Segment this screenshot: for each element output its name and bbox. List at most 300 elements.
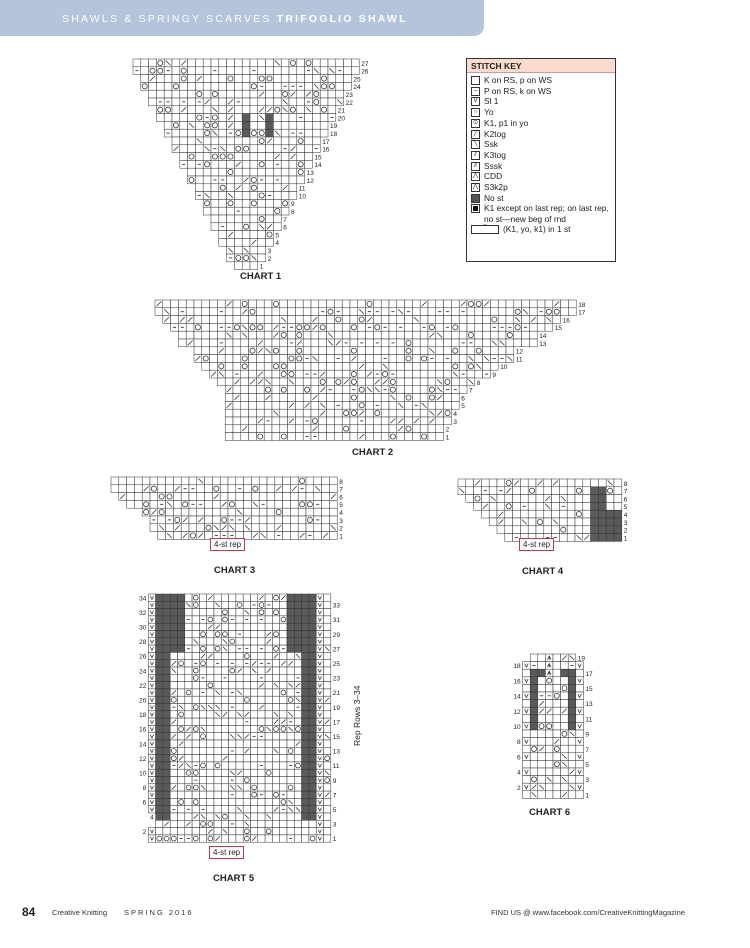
grid-cell bbox=[294, 601, 301, 608]
grid-cell bbox=[258, 835, 265, 842]
grid-cell bbox=[178, 820, 185, 827]
grid-cell bbox=[133, 59, 141, 67]
grid-cell bbox=[243, 791, 250, 798]
grid-cell bbox=[287, 704, 294, 711]
grid-cell bbox=[297, 145, 305, 153]
grid-cell bbox=[266, 160, 274, 168]
grid-cell bbox=[156, 75, 164, 83]
grid-cell bbox=[281, 137, 289, 145]
grid-cell bbox=[314, 524, 322, 532]
grid-cell bbox=[444, 401, 452, 409]
grid-cell bbox=[523, 692, 531, 700]
grid-cell bbox=[195, 184, 203, 192]
row-number: 3 bbox=[332, 821, 337, 829]
grid-cell bbox=[309, 777, 316, 784]
grid-cell bbox=[280, 394, 288, 402]
grid-cell bbox=[266, 59, 274, 67]
grid-cell bbox=[327, 300, 335, 308]
grid-cell bbox=[294, 623, 301, 630]
grid-cell bbox=[234, 82, 242, 90]
grid-cell bbox=[212, 500, 220, 508]
grid-cell bbox=[185, 711, 192, 718]
grid-cell bbox=[280, 347, 288, 355]
grid-cell bbox=[211, 75, 219, 83]
grid-cell bbox=[324, 820, 331, 827]
grid-cell bbox=[142, 477, 150, 485]
grid-cell bbox=[506, 308, 514, 316]
grid-cell bbox=[207, 813, 214, 820]
footer-find-us: FIND US @ www.facebook.com/CreativeKnittingMagazine bbox=[491, 908, 685, 917]
grid-cell bbox=[264, 362, 272, 370]
chart-6-label: CHART 6 bbox=[529, 807, 571, 818]
grid-cell bbox=[163, 623, 170, 630]
grid-cell bbox=[148, 718, 155, 725]
grid-cell bbox=[309, 784, 316, 791]
grid-cell bbox=[163, 638, 170, 645]
grid-cell bbox=[251, 718, 258, 725]
grid-cell bbox=[302, 696, 309, 703]
grid-cell bbox=[185, 623, 192, 630]
grid-cell bbox=[280, 623, 287, 630]
grid-cell bbox=[490, 308, 498, 316]
grid-cell bbox=[249, 370, 257, 378]
row-number: 27 bbox=[361, 60, 369, 68]
grid-cell bbox=[249, 417, 257, 425]
grid-cell bbox=[280, 401, 288, 409]
grid-cell bbox=[319, 417, 327, 425]
grid-cell bbox=[250, 145, 258, 153]
grid-cell bbox=[166, 477, 174, 485]
grid-cell bbox=[561, 662, 569, 670]
grid-cell bbox=[258, 718, 265, 725]
row-number: 4 bbox=[453, 411, 458, 418]
grid-cell bbox=[309, 747, 316, 754]
grid-cell bbox=[214, 638, 221, 645]
row-number: 15 bbox=[585, 686, 593, 693]
grid-cell bbox=[251, 725, 258, 732]
grid-cell bbox=[205, 493, 213, 501]
grid-cell bbox=[552, 502, 560, 510]
grid-cell bbox=[192, 652, 199, 659]
grid-cell bbox=[324, 631, 331, 638]
grid-cell bbox=[221, 747, 228, 754]
grid-cell bbox=[281, 207, 289, 215]
grid-cell bbox=[192, 616, 199, 623]
grid-cell bbox=[537, 316, 545, 324]
grid-cell bbox=[275, 477, 283, 485]
grid-cell bbox=[221, 601, 228, 608]
grid-cell bbox=[598, 534, 606, 542]
row-number: 8 bbox=[623, 480, 628, 488]
stitch-key-item bbox=[471, 86, 612, 96]
stitch-symbol-icon bbox=[471, 194, 480, 203]
grid-cell bbox=[249, 394, 257, 402]
grid-cell bbox=[258, 828, 265, 835]
grid-cell bbox=[287, 645, 294, 652]
grid-cell bbox=[170, 769, 177, 776]
row-number: 5 bbox=[339, 502, 343, 510]
grid-cell bbox=[303, 316, 311, 324]
grid-cell bbox=[295, 417, 303, 425]
grid-cell bbox=[220, 477, 228, 485]
grid-cell bbox=[195, 59, 203, 67]
grid-cell bbox=[294, 667, 301, 674]
chart-6 bbox=[503, 654, 599, 798]
grid-cell bbox=[214, 667, 221, 674]
grid-cell bbox=[576, 783, 584, 791]
grid-cell bbox=[302, 835, 309, 842]
grid-cell bbox=[163, 791, 170, 798]
grid-cell bbox=[523, 662, 531, 670]
grid-cell bbox=[178, 616, 185, 623]
grid-cell bbox=[236, 652, 243, 659]
row-number: 17 bbox=[332, 719, 341, 727]
grid-cell bbox=[234, 59, 242, 67]
row-number: 17 bbox=[585, 670, 593, 678]
grid-cell bbox=[474, 487, 482, 495]
grid-cell bbox=[506, 339, 514, 347]
grid-cell bbox=[467, 370, 475, 378]
row-number: 7 bbox=[469, 387, 473, 395]
grid-cell bbox=[181, 508, 189, 516]
grid-cell bbox=[302, 711, 309, 718]
grid-cell bbox=[553, 700, 561, 708]
grid-cell bbox=[170, 828, 177, 835]
grid-cell bbox=[280, 339, 288, 347]
grid-cell bbox=[316, 769, 323, 776]
grid-cell bbox=[302, 747, 309, 754]
grid-cell bbox=[302, 660, 309, 667]
grid-cell bbox=[436, 323, 444, 331]
grid-cell bbox=[172, 98, 180, 106]
grid-cell bbox=[251, 813, 258, 820]
grid-cell bbox=[538, 730, 546, 738]
grid-cell bbox=[219, 137, 227, 145]
grid-cell bbox=[234, 192, 242, 200]
grid-cell bbox=[561, 692, 569, 700]
grid-cell bbox=[214, 725, 221, 732]
grid-cell bbox=[311, 347, 319, 355]
grid-cell bbox=[295, 378, 303, 386]
grid-cell bbox=[336, 75, 344, 83]
grid-cell bbox=[229, 623, 236, 630]
grid-cell bbox=[207, 798, 214, 805]
grid-cell bbox=[309, 725, 316, 732]
row-number: 18 bbox=[139, 712, 147, 720]
chart-1-label: CHART 1 bbox=[240, 271, 282, 282]
grid-cell bbox=[523, 707, 531, 715]
grid-cell bbox=[202, 323, 210, 331]
grid-cell bbox=[251, 747, 258, 754]
grid-cell bbox=[185, 718, 192, 725]
grid-cell bbox=[350, 300, 358, 308]
grid-cell bbox=[251, 711, 258, 718]
grid-cell bbox=[444, 370, 452, 378]
grid-cell bbox=[236, 623, 243, 630]
grid-cell bbox=[234, 246, 242, 254]
grid-cell bbox=[309, 689, 316, 696]
grid-cell bbox=[221, 725, 228, 732]
grid-cell bbox=[420, 347, 428, 355]
grid-cell bbox=[490, 362, 498, 370]
grid-cell bbox=[229, 682, 236, 689]
grid-cell bbox=[164, 90, 172, 98]
grid-cell bbox=[275, 500, 283, 508]
grid-cell bbox=[249, 362, 257, 370]
grid-cell bbox=[199, 711, 206, 718]
grid-cell bbox=[214, 674, 221, 681]
grid-cell bbox=[298, 524, 306, 532]
grid-cell bbox=[219, 67, 227, 75]
grid-cell bbox=[280, 820, 287, 827]
grid-cell bbox=[219, 231, 227, 239]
grid-cell bbox=[266, 199, 274, 207]
grid-cell bbox=[513, 495, 521, 503]
grid-cell bbox=[466, 495, 474, 503]
grid-cell bbox=[195, 153, 203, 161]
row-number: 23 bbox=[345, 92, 353, 99]
row-number: 1 bbox=[339, 533, 343, 541]
grid-cell bbox=[264, 370, 272, 378]
stitch-key-item bbox=[471, 224, 612, 234]
grid-cell bbox=[236, 674, 243, 681]
grid-cell bbox=[389, 347, 397, 355]
grid-cell bbox=[181, 493, 189, 501]
grid-cell bbox=[289, 168, 297, 176]
grid-cell bbox=[614, 518, 622, 526]
grid-cell bbox=[225, 362, 233, 370]
grid-cell bbox=[158, 485, 166, 493]
stitch-key-item bbox=[471, 107, 612, 117]
grid-cell bbox=[250, 192, 258, 200]
stitch-key-item bbox=[471, 139, 612, 149]
grid-cell bbox=[283, 516, 291, 524]
grid-cell bbox=[236, 828, 243, 835]
grid-cell bbox=[242, 129, 250, 137]
grid-cell bbox=[575, 526, 583, 534]
grid-cell bbox=[249, 425, 257, 433]
grid-cell bbox=[294, 835, 301, 842]
grid-cell bbox=[358, 355, 366, 363]
grid-cell bbox=[280, 813, 287, 820]
grid-cell bbox=[272, 401, 280, 409]
grid-cell bbox=[514, 331, 522, 339]
grid-cell bbox=[189, 516, 197, 524]
grid-cell bbox=[185, 798, 192, 805]
grid-cell bbox=[251, 652, 258, 659]
grid-cell bbox=[545, 300, 553, 308]
grid-cell bbox=[219, 192, 227, 200]
grid-cell bbox=[241, 339, 249, 347]
grid-cell bbox=[538, 715, 546, 723]
grid-cell bbox=[221, 660, 228, 667]
grid-cell bbox=[264, 425, 272, 433]
grid-cell bbox=[530, 692, 538, 700]
grid-cell bbox=[334, 362, 342, 370]
grid-cell bbox=[199, 835, 206, 842]
grid-cell bbox=[250, 90, 258, 98]
grid-cell bbox=[316, 835, 323, 842]
grid-cell bbox=[166, 524, 174, 532]
grid-cell bbox=[280, 638, 287, 645]
grid-cell bbox=[523, 730, 531, 738]
row-number: 15 bbox=[554, 325, 563, 333]
grid-cell bbox=[163, 733, 170, 740]
grid-cell bbox=[536, 487, 544, 495]
grid-cell bbox=[229, 645, 236, 652]
grid-cell bbox=[316, 828, 323, 835]
grid-cell bbox=[327, 394, 335, 402]
grid-cell bbox=[148, 828, 155, 835]
grid-cell bbox=[538, 776, 546, 784]
grid-cell bbox=[397, 355, 405, 363]
grid-cell bbox=[280, 355, 288, 363]
grid-cell bbox=[199, 777, 206, 784]
grid-cell bbox=[302, 791, 309, 798]
grid-cell bbox=[243, 704, 250, 711]
grid-cell bbox=[328, 106, 336, 114]
grid-cell bbox=[322, 500, 330, 508]
grid-cell bbox=[324, 828, 331, 835]
grid-cell bbox=[614, 479, 622, 487]
grid-cell bbox=[178, 339, 186, 347]
grid-cell bbox=[328, 75, 336, 83]
grid-cell bbox=[188, 98, 196, 106]
grid-cell bbox=[334, 394, 342, 402]
grid-cell bbox=[309, 594, 316, 601]
grid-cell bbox=[156, 755, 163, 762]
grid-cell bbox=[264, 409, 272, 417]
row-number: 29 bbox=[332, 631, 341, 639]
grid-cell bbox=[614, 526, 622, 534]
grid-cell bbox=[172, 75, 180, 83]
grid-cell bbox=[381, 308, 389, 316]
grid-cell bbox=[598, 479, 606, 487]
grid-cell bbox=[148, 777, 155, 784]
grid-cell bbox=[141, 75, 149, 83]
row-number: 11 bbox=[298, 185, 306, 193]
grid-cell bbox=[324, 740, 331, 747]
grid-cell bbox=[545, 323, 553, 331]
grid-cell bbox=[203, 168, 211, 176]
grid-cell bbox=[156, 114, 164, 122]
grid-cell bbox=[156, 762, 163, 769]
grid-cell bbox=[202, 339, 210, 347]
grid-cell bbox=[229, 755, 236, 762]
grid-cell bbox=[373, 316, 381, 324]
grid-cell bbox=[598, 495, 606, 503]
grid-cell bbox=[420, 362, 428, 370]
grid-cell bbox=[273, 82, 281, 90]
grid-cell bbox=[134, 485, 142, 493]
grid-cell bbox=[163, 689, 170, 696]
grid-cell bbox=[111, 485, 119, 493]
grid-cell bbox=[210, 323, 218, 331]
grid-cell bbox=[405, 370, 413, 378]
grid-cell bbox=[358, 425, 366, 433]
grid-cell bbox=[258, 820, 265, 827]
grid-cell bbox=[288, 362, 296, 370]
grid-cell bbox=[561, 308, 569, 316]
grid-cell bbox=[210, 362, 218, 370]
grid-cell bbox=[141, 59, 149, 67]
chart-2-grid bbox=[155, 300, 594, 440]
grid-cell bbox=[229, 609, 236, 616]
grid-cell bbox=[322, 508, 330, 516]
grid-cell bbox=[149, 90, 157, 98]
grid-cell bbox=[289, 160, 297, 168]
row-number: 10 bbox=[298, 193, 307, 201]
grid-cell bbox=[295, 433, 303, 441]
grid-cell bbox=[221, 704, 228, 711]
grid-cell bbox=[272, 355, 280, 363]
grid-cell bbox=[264, 355, 272, 363]
grid-cell bbox=[302, 594, 309, 601]
grid-cell bbox=[178, 645, 185, 652]
grid-cell bbox=[156, 631, 163, 638]
stitch-key-item bbox=[471, 203, 612, 223]
stitch-key-item bbox=[471, 75, 612, 85]
grid-cell bbox=[178, 733, 185, 740]
grid-cell bbox=[258, 689, 265, 696]
grid-cell bbox=[459, 347, 467, 355]
grid-cell bbox=[207, 696, 214, 703]
grid-cell bbox=[324, 652, 331, 659]
grid-cell bbox=[505, 495, 513, 503]
grid-cell bbox=[314, 477, 322, 485]
grid-cell bbox=[181, 477, 189, 485]
grid-cell bbox=[250, 246, 258, 254]
grid-cell bbox=[483, 339, 491, 347]
grid-cell bbox=[189, 477, 197, 485]
grid-cell bbox=[281, 67, 289, 75]
grid-cell bbox=[297, 153, 305, 161]
stitch-symbol-icon bbox=[471, 76, 480, 85]
grid-cell bbox=[280, 609, 287, 616]
grid-cell bbox=[302, 740, 309, 747]
grid-cell bbox=[156, 740, 163, 747]
grid-cell bbox=[342, 308, 350, 316]
grid-cell bbox=[280, 417, 288, 425]
grid-cell bbox=[214, 798, 221, 805]
grid-cell bbox=[305, 160, 313, 168]
grid-cell bbox=[606, 518, 614, 526]
grid-cell bbox=[280, 755, 287, 762]
grid-cell bbox=[309, 696, 316, 703]
stitch-symbol-icon: ⋀ bbox=[471, 183, 480, 192]
grid-cell bbox=[466, 487, 474, 495]
grid-cell bbox=[316, 623, 323, 630]
grid-cell bbox=[227, 184, 235, 192]
grid-cell bbox=[288, 409, 296, 417]
grid-cell bbox=[412, 386, 420, 394]
grid-cell bbox=[287, 813, 294, 820]
grid-cell bbox=[227, 82, 235, 90]
row-number: 1 bbox=[585, 792, 590, 800]
grid-cell bbox=[273, 114, 281, 122]
grid-cell bbox=[350, 362, 358, 370]
grid-cell bbox=[210, 331, 218, 339]
grid-cell bbox=[273, 145, 281, 153]
grid-cell bbox=[530, 684, 538, 692]
grid-cell bbox=[283, 485, 291, 493]
grid-cell bbox=[233, 409, 241, 417]
grid-cell bbox=[316, 660, 323, 667]
grid-cell bbox=[272, 798, 279, 805]
grid-cell bbox=[389, 331, 397, 339]
grid-cell bbox=[225, 433, 233, 441]
grid-cell bbox=[305, 82, 313, 90]
